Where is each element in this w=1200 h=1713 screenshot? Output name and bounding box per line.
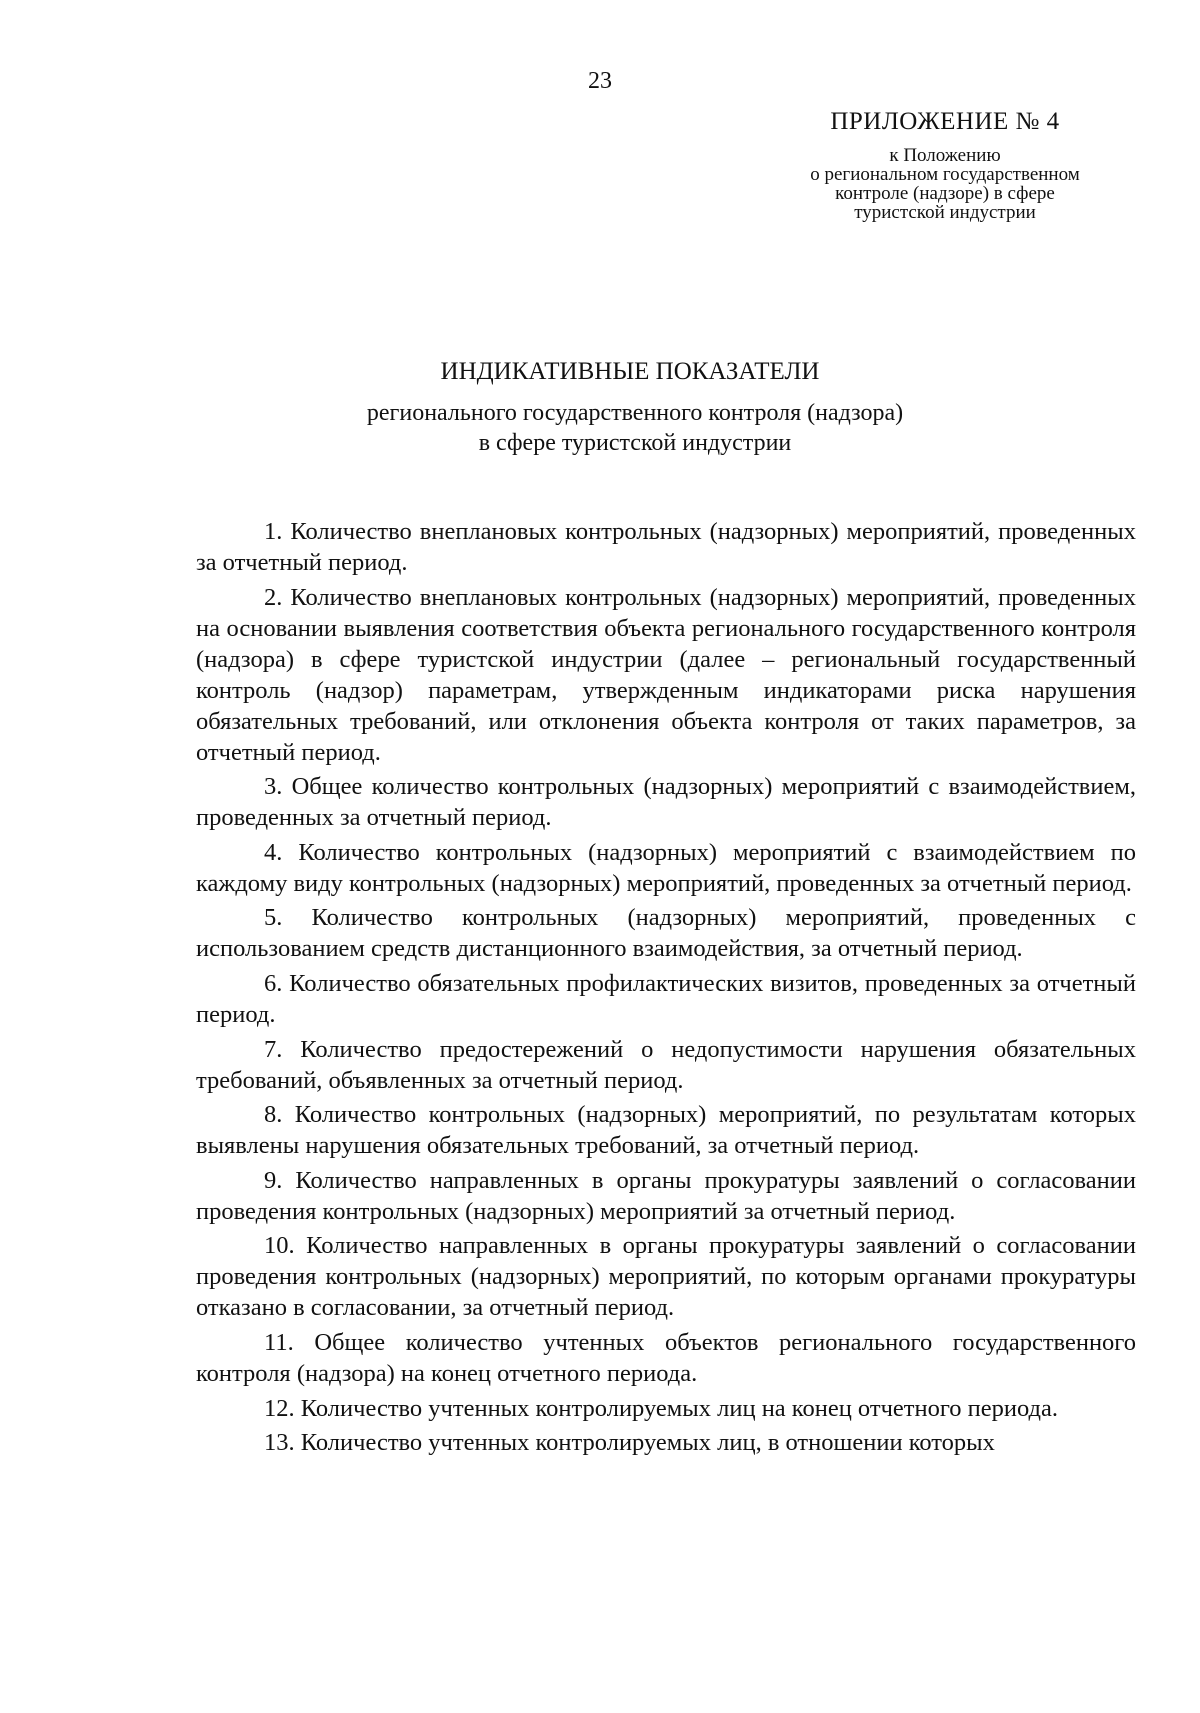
indicator-item: 6. Количество обязательных профилактических визитов, проведенных за отчетный период. — [196, 969, 1136, 1028]
appendix-header — [760, 108, 1130, 222]
indicator-item: 4. Количество контрольных (надзорных) мероприятий с взаимодействием по каждому виду контрольных (надзорных) мероприятий, проведенных за отчетный период. — [196, 838, 1136, 897]
indicator-item: 5. Количество контрольных (надзорных) мероприятий, проведенных с использованием средств дистанционного взаимодействия, за отчетный период. — [196, 904, 1136, 963]
indicator-item: 8. Количество контрольных (надзорных) мероприятий, по результатам которых выявлены нарушения обязательных требований, за отчетный период. — [196, 1101, 1136, 1160]
document-title-block — [0, 358, 1200, 458]
indicator-list — [196, 516, 1136, 1462]
indicator-item: 2. Количество внеплановых контрольных (надзорных) мероприятий, проведенных на основании выявления соответствия объекта регионального государственного контроля (надзора) в сфере туристской индустрии (далее – региональный государственный контроль (надзор) параметрам, утвержденным индикаторами риска нарушения обязательных требований, или отклонения объекта контроля от таких параметров, за отчетный период. — [196, 583, 1136, 766]
appendix-line: туристской индустрии — [854, 202, 1036, 223]
appendix-line: контроле (надзоре) в сфере — [835, 183, 1055, 204]
indicator-item: 12. Количество учтенных контролируемых лиц на конец отчетного периода. — [264, 1394, 1059, 1422]
indicator-item: 11. Общее количество учтенных объектов регионального государственного контроля (надзора) на конец отчетного периода. — [196, 1328, 1136, 1387]
indicator-item: 13. Количество учтенных контролируемых лиц, в отношении которых — [264, 1429, 995, 1457]
document-subtitle-line: регионального государственного контроля (надзора) — [366, 400, 904, 426]
appendix-line: о региональном государственном — [810, 164, 1080, 185]
document-title: ИНДИКАТИВНЫЕ ПОКАЗАТЕЛИ — [440, 358, 820, 385]
indicator-item: 1. Количество внеплановых контрольных (надзорных) мероприятий, проведенных за отчетный период. — [196, 518, 1136, 576]
appendix-title: ПРИЛОЖЕНИЕ № 4 — [830, 108, 1060, 135]
indicator-item: 7. Количество предостережений о недопустимости нарушения обязательных требований, объявленных за отчетный период. — [196, 1035, 1136, 1094]
indicator-item: 10. Количество направленных в органы прокуратуры заявлений о согласовании проведения контрольных (надзорных) мероприятий, по которым органами прокуратуры отказано в согласовании, за отчетный период. — [196, 1232, 1136, 1322]
page-number: 23 — [588, 68, 612, 94]
indicator-item: 9. Количество направленных в органы прокуратуры заявлений о согласовании проведения контрольных (надзорных) мероприятий за отчетный период. — [196, 1166, 1136, 1225]
appendix-line: к Положению — [889, 145, 1001, 166]
indicator-item: 3. Общее количество контрольных (надзорных) мероприятий с взаимодействием, проведенных за отчетный период. — [196, 773, 1136, 832]
document-subtitle-line: в сфере туристской индустрии — [478, 430, 792, 456]
